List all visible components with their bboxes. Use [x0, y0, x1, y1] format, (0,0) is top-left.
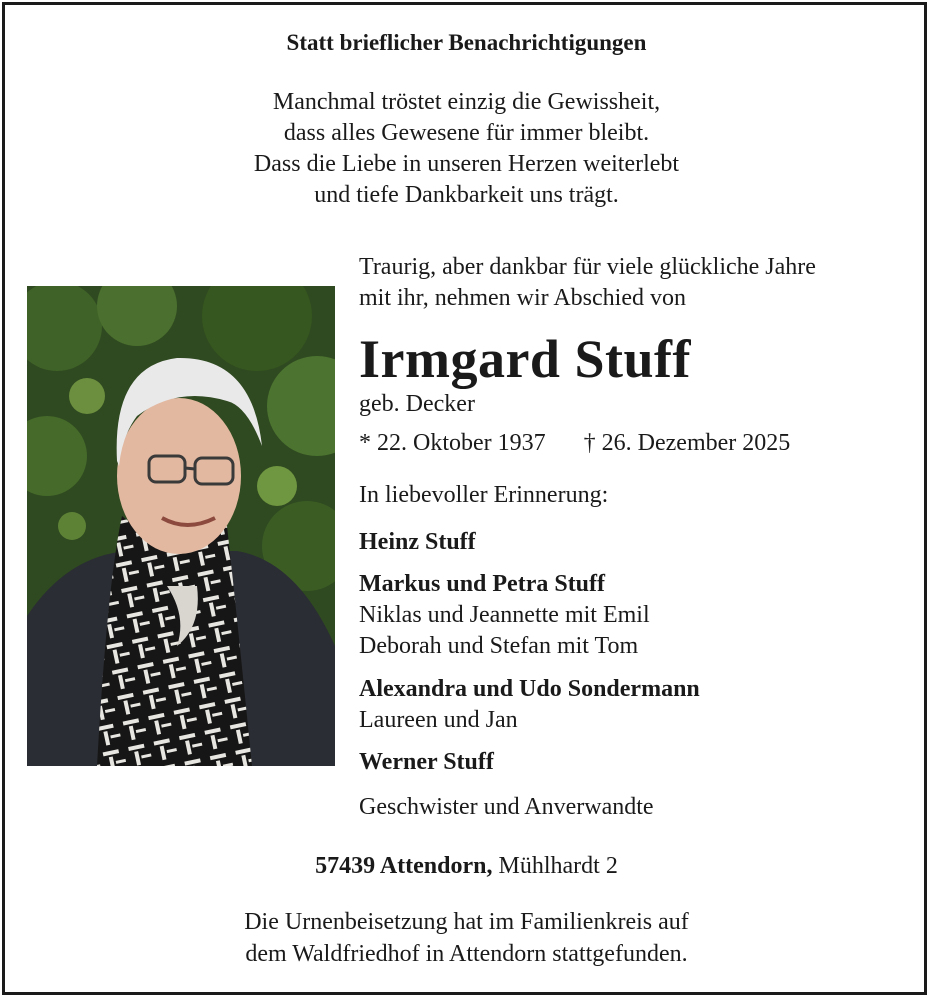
portrait-photo [27, 286, 335, 766]
intro-line: mit ihr, nehmen wir Abschied von [359, 285, 686, 311]
deceased-name: Irmgard Stuff [359, 329, 691, 389]
poem-line: Manchmal tröstet einzig die Gewissheit, [272, 89, 661, 115]
intro-line: Traurig, aber dankbar für viele glückliche Jahre [359, 254, 816, 280]
address-city: 57439 Attendorn, [315, 853, 493, 879]
family-member: Laureen und Jan [359, 707, 518, 733]
life-dates [359, 430, 790, 457]
burial-line: dem Waldfriedhof in Attendorn stattgefunden. [245, 941, 688, 967]
birth-name: geb. Decker [359, 391, 475, 417]
address-street: Mühlhardt 2 [498, 853, 618, 879]
address [0, 853, 933, 880]
burial-line: Die Urnenbeisetzung hat im Familienkreis auf [244, 909, 689, 935]
family-relatives: Geschwister und Anverwandte [359, 794, 654, 820]
poem-line: dass alles Gewesene für immer bleibt. [283, 120, 650, 146]
family-member: Heinz Stuff [359, 529, 476, 555]
family-member: Werner Stuff [359, 749, 494, 775]
family-member: Niklas und Jeannette mit Emil [359, 602, 650, 628]
poem [0, 87, 933, 211]
death-date: † 26. Dezember 2025 [583, 430, 791, 456]
intro-text [359, 252, 816, 314]
burial-note [0, 906, 933, 970]
memory-line: In liebevoller Erinnerung: [359, 482, 609, 508]
family-member: Markus und Petra Stuff [359, 571, 606, 597]
poem-line: Dass die Liebe in unseren Herzen weiterlebt [253, 151, 680, 177]
header-text: Statt brieflicher Benachrichtigungen [286, 30, 647, 55]
family-member: Deborah und Stefan mit Tom [359, 633, 639, 659]
poem-line: und tiefe Dankbarkeit uns trägt. [314, 182, 619, 208]
family-member: Alexandra und Udo Sondermann [359, 676, 700, 702]
birth-date: * 22. Oktober 1937 [359, 430, 546, 456]
